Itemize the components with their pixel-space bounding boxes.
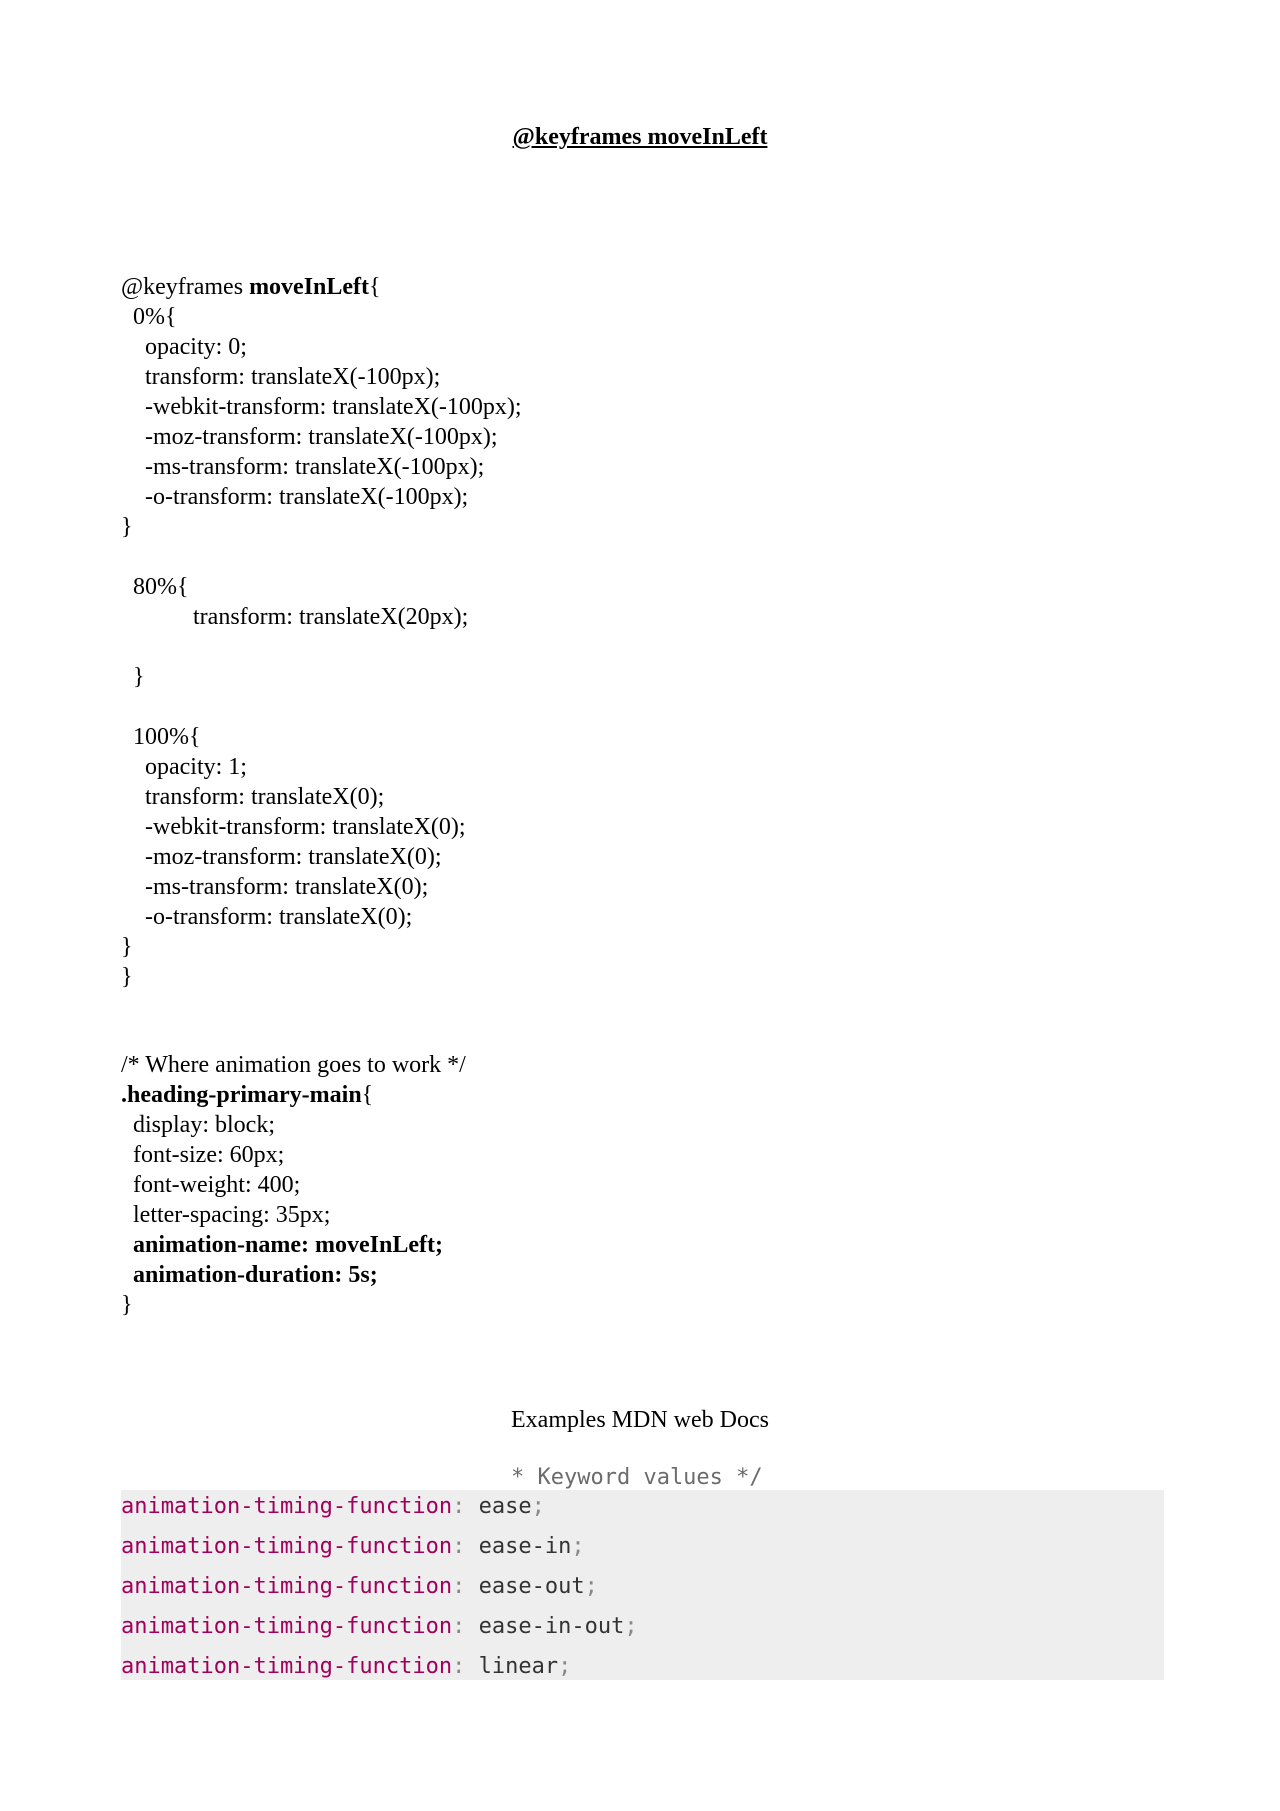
mdn-code-line: animation-timing-function: ease; [121,1494,545,1519]
mdn-comment: * Keyword values */ [511,1465,763,1490]
usage-line-text [121,1262,133,1288]
keyframes-line [121,362,1021,392]
keyframes-line-text: } [121,964,133,990]
keyframes-line [121,482,1021,512]
mdn-code-line: animation-timing-function: linear; [121,1654,572,1679]
keyframes-line [121,692,1021,722]
keyframes-line [121,872,1021,902]
keyframes-line [121,782,1021,812]
usage-line [121,1260,1021,1290]
mdn-value: linear [478,1654,559,1679]
mdn-code-line: animation-timing-function: ease-out; [121,1574,598,1599]
keyframes-line-text: -moz-transform: translateX(0); [121,844,442,870]
keyframes-line-text: -moz-transform: translateX(-100px); [121,424,498,450]
usage-line [121,1140,1021,1170]
keyframes-line [121,452,1021,482]
usage-line-text: display: block; [121,1112,275,1138]
keyframes-line [121,302,1021,332]
keyframes-line-tail: { [369,274,381,300]
mdn-property: animation-timing-function [121,1494,453,1519]
keyframes-line [121,812,1021,842]
keyframes-line [121,572,1021,602]
mdn-code-line: animation-timing-function: ease-in; [121,1534,585,1559]
keyframes-line [121,752,1021,782]
keyframes-line [121,272,1021,302]
keyframes-line-text: -o-transform: translateX(-100px); [121,484,469,510]
keyframes-line-text: @keyframes [121,274,250,300]
usage-code-block [121,1050,1021,1320]
examples-heading: Examples MDN web Docs [511,1407,769,1433]
keyframes-line-text: -webkit-transform: translateX(0); [121,814,466,840]
keyframes-line [121,932,1021,962]
keyframes-line [121,842,1021,872]
usage-line-text: /* Where animation goes to work */ [121,1052,466,1078]
usage-line-text [121,1232,133,1258]
keyframes-line-text: 80%{ [121,574,189,600]
mdn-code-line: animation-timing-function: ease-in-out; [121,1614,638,1639]
usage-line-text: font-size: 60px; [121,1142,285,1168]
keyframes-line [121,962,1021,992]
keyframes-line [121,632,1021,662]
usage-line [121,1290,1021,1320]
keyframes-line [121,722,1021,752]
keyframes-line [121,392,1021,422]
usage-line-text: font-weight: 400; [121,1172,301,1198]
mdn-value: ease-in-out [478,1614,625,1639]
usage-line-bold: animation-duration: 5s; [133,1262,378,1288]
keyframes-line-text: transform: translateX(-100px); [121,364,441,390]
mdn-value: ease [478,1494,532,1519]
mdn-value: ease-out [478,1574,585,1599]
mdn-property: animation-timing-function [121,1614,453,1639]
keyframes-line-text: opacity: 1; [121,754,247,780]
usage-line [121,1200,1021,1230]
keyframes-line [121,422,1021,452]
keyframes-line-text: -o-transform: translateX(0); [121,904,413,930]
keyframes-line-text: 0%{ [121,304,177,330]
usage-line-text: letter-spacing: 35px; [121,1202,331,1228]
usage-line-bold: animation-name: moveInLeft; [133,1232,443,1258]
keyframes-line-text: } [121,664,145,690]
mdn-property: animation-timing-function [121,1534,453,1559]
mdn-value: ease-in [478,1534,572,1559]
mdn-property: animation-timing-function [121,1574,453,1599]
keyframes-line-text: opacity: 0; [121,334,247,360]
keyframes-line [121,512,1021,542]
keyframes-line-text: -ms-transform: translateX(-100px); [121,454,485,480]
keyframes-line-text: transform: translateX(0); [121,784,385,810]
keyframes-line-text: 100%{ [121,724,201,750]
keyframes-line [121,602,1021,632]
usage-line [121,1080,1021,1110]
usage-line-tail: { [361,1082,374,1108]
keyframes-line-text: } [121,514,133,540]
keyframes-line [121,542,1021,572]
keyframes-line [121,662,1021,692]
usage-line-text: } [121,1292,133,1318]
usage-line [121,1110,1021,1140]
document-title: @keyframes moveInLeft [512,124,768,150]
keyframes-line-text: -ms-transform: translateX(0); [121,874,429,900]
keyframes-line-text: transform: translateX(20px); [121,604,469,630]
keyframes-line [121,902,1021,932]
keyframes-line-text: -webkit-transform: translateX(-100px); [121,394,522,420]
usage-line [121,1170,1021,1200]
usage-line [121,1230,1021,1260]
keyframes-line-bold: moveInLeft [249,274,370,300]
usage-line [121,1050,1021,1080]
usage-line-bold: .heading-primary-main [121,1082,362,1108]
keyframes-line [121,332,1021,362]
keyframes-line-text: } [121,934,133,960]
keyframes-code-block [121,272,1021,992]
mdn-property: animation-timing-function [121,1654,453,1679]
